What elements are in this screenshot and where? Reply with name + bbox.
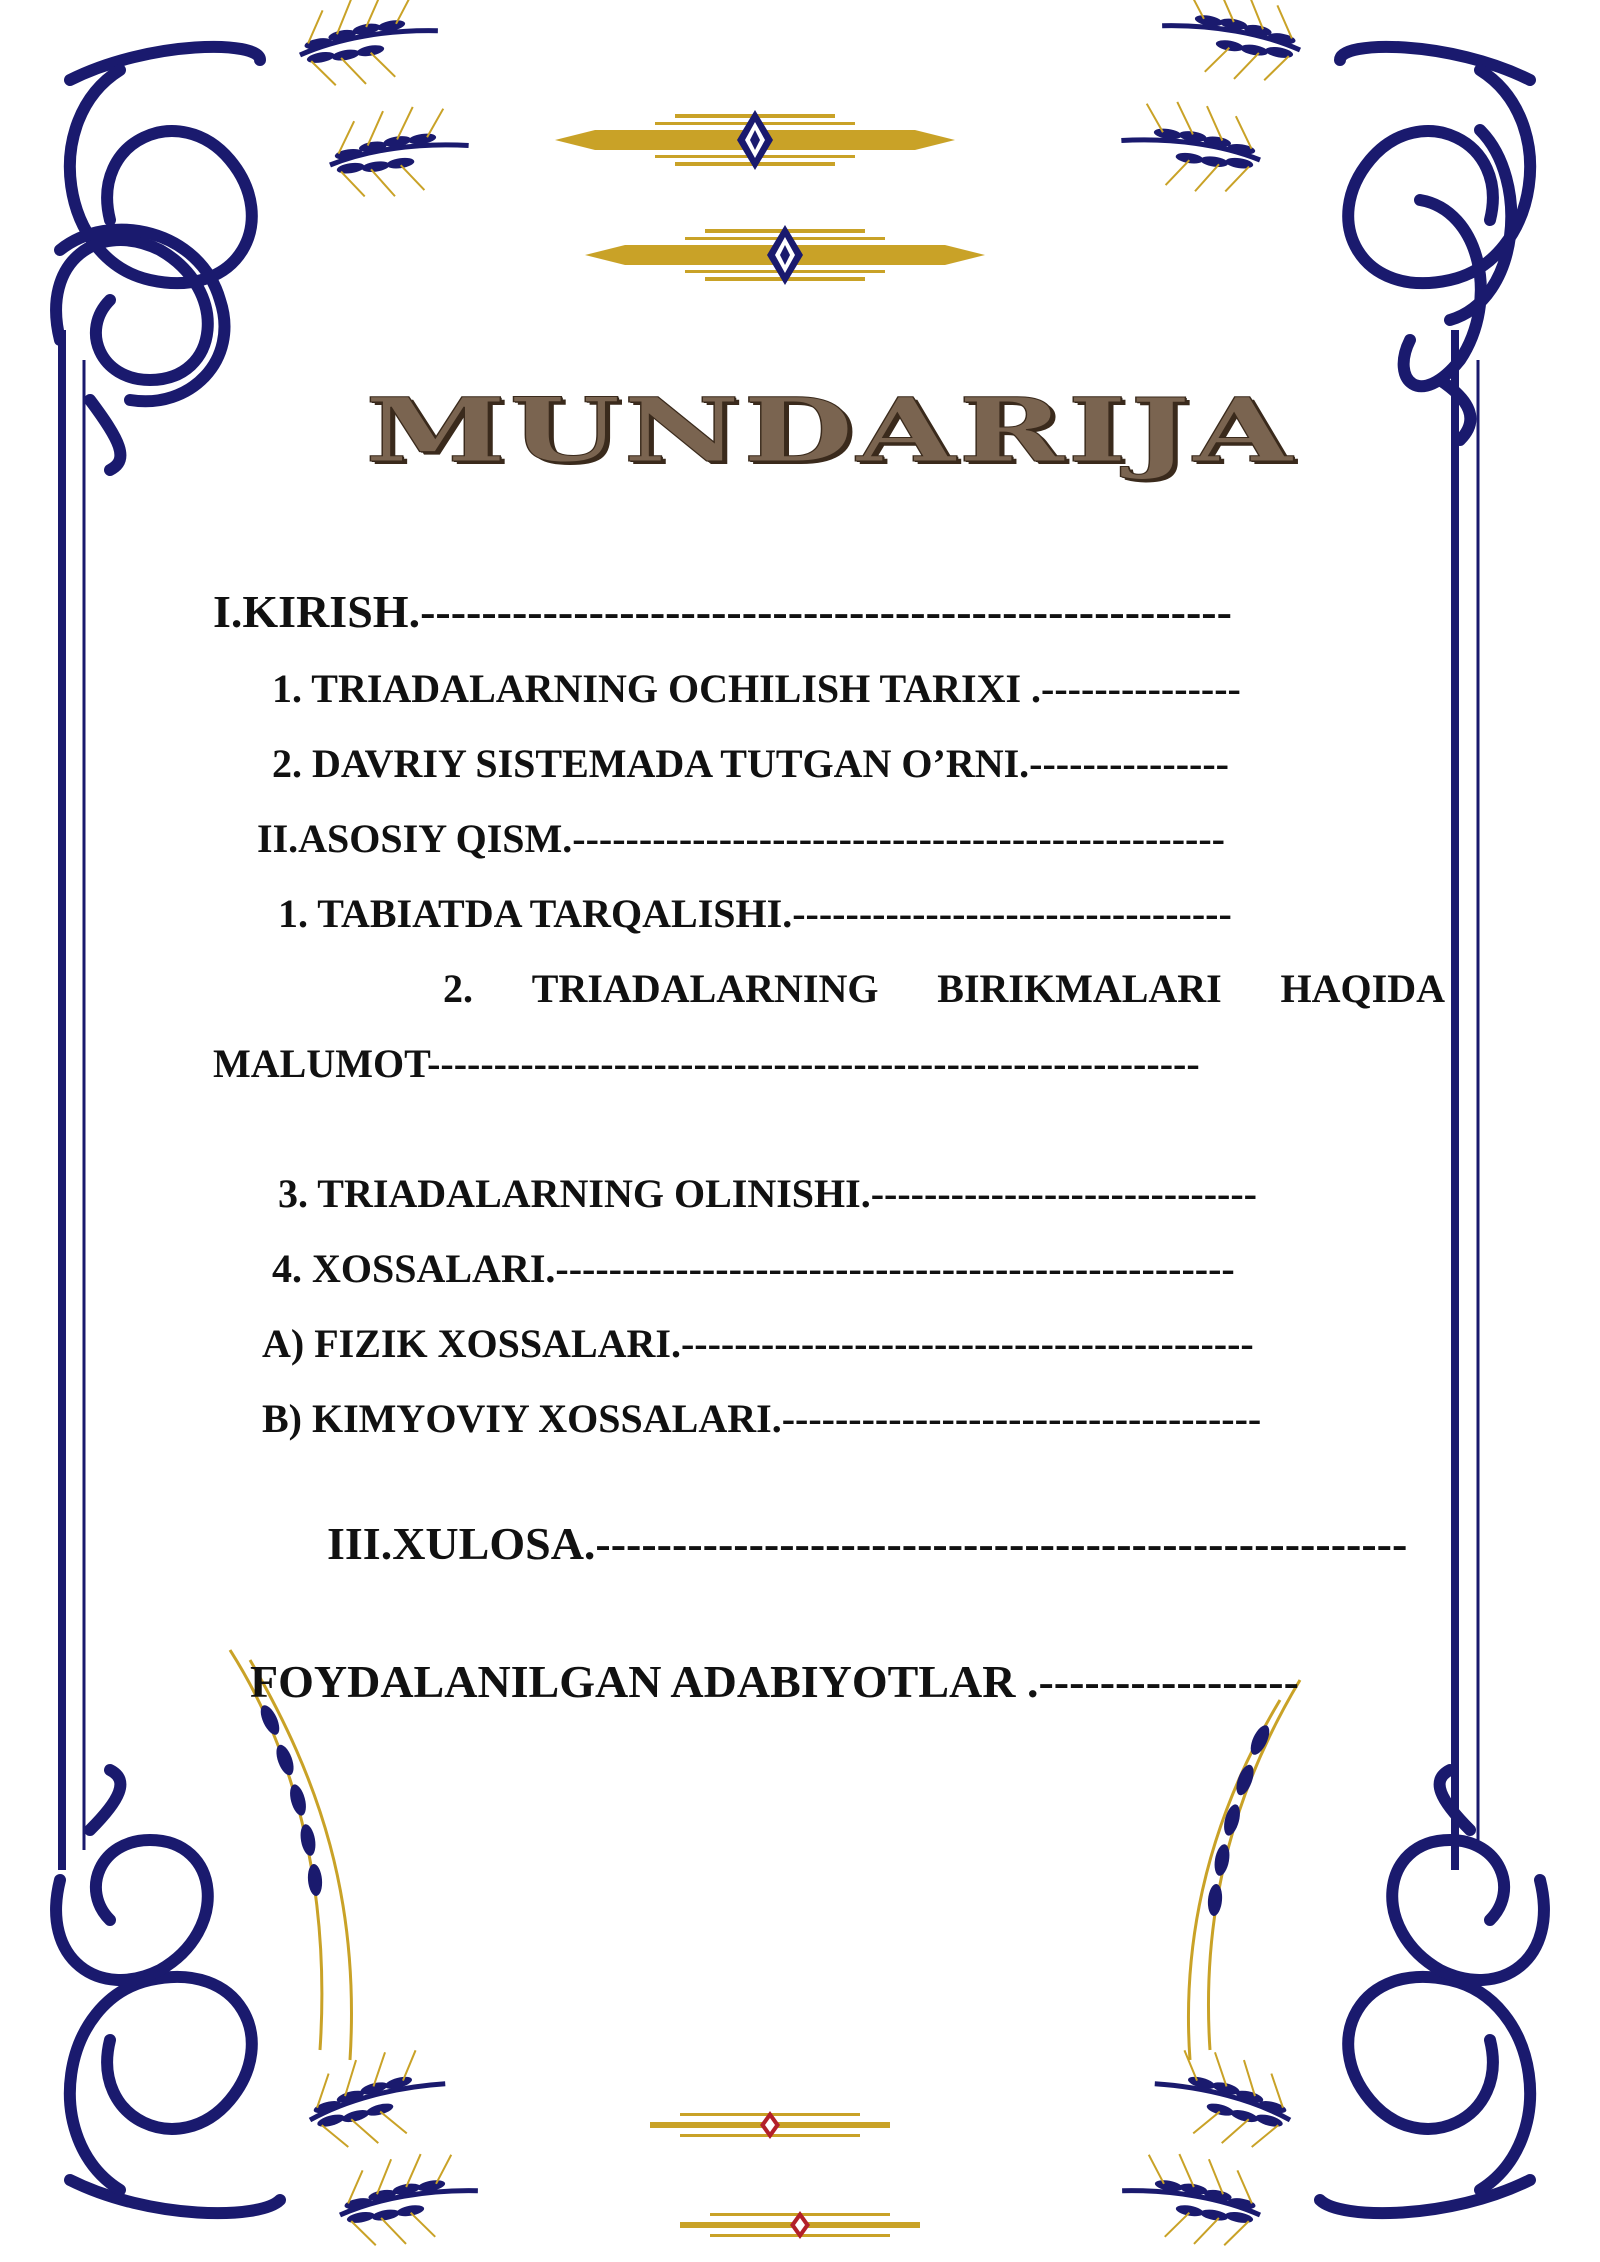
- toc-entry-birikmalari-word1: TRIADALARNING: [531, 966, 879, 1011]
- toc-entry-olinishi: 3. TRIADALARNING OLINISHI.-----------------------------: [278, 1171, 1258, 1216]
- toc-entry-birikmalari-word3: HAQIDA: [1280, 966, 1445, 1011]
- toc-entry-adabiyotlar: FOYDALANILGAN ADABIYOTLAR .-----------------: [250, 1656, 1299, 1707]
- toc-entry-birikmalari-word2: BIRIKMALARI: [937, 966, 1222, 1011]
- toc-entry-kimyoviy-xossalari: B) KIMYOVIY XOSSALARI.------------------------------------: [262, 1396, 1262, 1441]
- toc-entry-asosiy-qism: II.ASOSIY QISM.-------------------------------------------------: [257, 816, 1225, 861]
- toc-entry-xulosa: III.XULOSA.-----------------------------------------------------: [327, 1518, 1408, 1569]
- toc-entry-kirish: I.KIRISH.-----------------------------------------------------: [213, 586, 1232, 637]
- toc-entry-xossalari: 4. XOSSALARI.---------------------------------------------------: [272, 1246, 1235, 1291]
- toc-entry-davriy-sistema: 2. DAVRIY SISTEMADA TUTGAN O’RNI.---------------: [272, 741, 1229, 786]
- page-title: MUNDARIJA: [364, 378, 1295, 482]
- toc-entry-tabiatda-tarqalishi: 1. TABIATDA TARQALISHI.---------------------------------: [278, 891, 1232, 936]
- toc-entry-birikmalari-number: 2.: [443, 966, 473, 1011]
- toc-entry-ochilish-tarixi: 1. TRIADALARNING OCHILISH TARIXI .---------------: [272, 666, 1241, 711]
- toc-entry-malumot: MALUMOT----------------------------------------------------------: [213, 1041, 1200, 1086]
- toc-entry-birikmalari: [443, 965, 1445, 1013]
- toc-entry-fizik-xossalari: A) FIZIK XOSSALARI.-------------------------------------------: [262, 1321, 1254, 1366]
